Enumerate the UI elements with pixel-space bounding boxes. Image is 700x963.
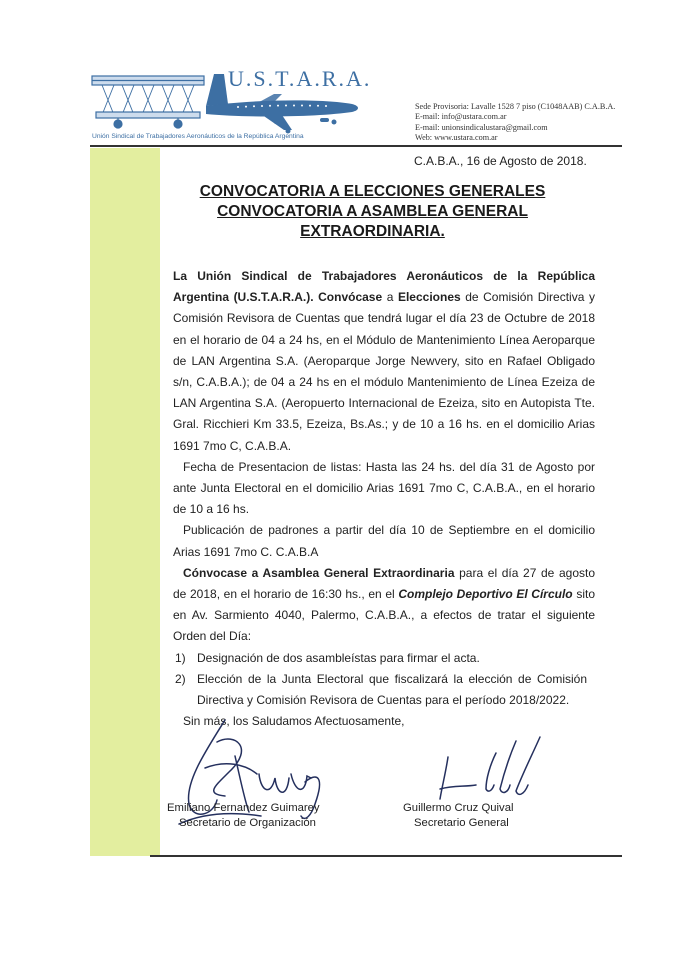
signature-right-scribble <box>420 735 550 810</box>
paragraph-asamblea <box>173 563 595 648</box>
agenda-text: Elección de la Junta Electoral que fiscalizará la elección de Comisión Directiva y Comisión Revisora de Cuentas para el período 2018/2022. <box>197 671 587 708</box>
signer-role: Secretario General <box>414 817 509 829</box>
agenda-number: 2) <box>175 671 186 686</box>
agenda-item-1 <box>173 648 595 669</box>
signer-name: Emiliano Fernandez Guimarey <box>167 802 320 814</box>
convocase-a: a <box>386 290 394 305</box>
letter-body <box>173 266 595 732</box>
logo-acronym: U.S.T.A.R.A. <box>228 66 372 91</box>
header-divider <box>90 145 622 147</box>
venue-name: Complejo Deportivo El Círculo <box>398 587 573 602</box>
contact-email-2: E-mail: unionsindicalustara@gmail.com <box>415 122 548 132</box>
date-line: C.A.B.A., 16 de Agosto de 2018. <box>414 154 587 168</box>
contact-address: Sede Provisoria: Lavalle 1528 7 piso (C1048AAB) C.A.B.A. <box>415 102 616 111</box>
signature-left <box>167 801 320 831</box>
title-line-3: EXTRAORDINARIA. <box>300 223 445 240</box>
asamblea-where: sito en Av. Sarmiento 4040, Palermo, C.A.B.A., a efectos de tratar el siguiente Orden del Día: <box>173 587 595 644</box>
signer-name: Guillermo Cruz Quival <box>403 802 514 814</box>
title-line-2: CONVOCATORIA A ASAMBLEA GENERAL <box>217 203 528 220</box>
green-margin-strip <box>90 148 160 856</box>
agenda-item-2 <box>173 669 595 711</box>
contact-web: Web: www.ustara.com.ar <box>415 132 498 142</box>
elecciones-bold: Elecciones <box>397 290 461 305</box>
convocase-bold: Convócase <box>318 290 383 305</box>
closing-line: Sin más, los Saludamos Afectuosamente, <box>183 714 405 729</box>
asamblea-bold: Cónvocase a Asamblea General Extraordinaria <box>183 565 455 580</box>
document-title <box>165 182 580 242</box>
contact-block <box>415 102 615 143</box>
title-line-1: CONVOCATORIA A ELECCIONES GENERALES <box>199 183 546 200</box>
paragraph-elecciones <box>173 266 595 457</box>
elecciones-details: de Comisión Directiva y Comisión Revisora de Cuentas que tendrá lugar el día 23 de Octubre de 2018 en el horario de 04 a 24 hs, en el Módulo de Mantenimiento Línea Aeroparque de LAN Argentina S.A. (Aeroparque Jorge Newvery, sito en Rafael Obligado s/n, C.A.B.A.); de 04 a 24 hs en el módulo Mantenimiento de Línea Ezeiza de LAN Argentina S.A. (Aeropuerto Internacional de Ezeiza, sito en Autopista Tte. Gral. Ricchieri Km 33.5, Ezeiza, Bs.As.; y de 10 a 16 hs. en el domicilio Arias 1691 7mo C, C.A.B.A. <box>173 290 595 453</box>
agenda-number: 1) <box>175 650 186 665</box>
paragraph-padrones: Publicación de padrones a partir del día 10 de Septiembre en el domicilio Arias 1691 7mo C. C.A.B.A <box>173 523 595 559</box>
logo-caption: Unión Sindical de Trabajadores Aeronáuticos de la República Argentina <box>92 133 304 140</box>
asamblea-when: para el día 27 de agosto de 2018, en el horario de 16:30 hs., en el <box>173 565 595 602</box>
agenda-text: Designación de dos asambleístas para firmar el acta. <box>197 650 480 665</box>
org-name-bold: La Unión Sindical de Trabajadores Aeronáuticos de la República Argentina (U.S.T.A.R.A.). <box>173 269 595 305</box>
signature-right <box>403 801 514 831</box>
footer-divider <box>150 855 622 857</box>
signer-role: Secretario de Organización <box>179 817 316 829</box>
paragraph-listas: Fecha de Presentacion de listas: Hasta las 24 hs. del día 31 de Agosto por ante Junta Electoral en el domicilio Arias 1691 7mo C, C.A.B.A., en el horario de 10 a 16 hs. <box>173 459 595 517</box>
contact-email-1: E-mail: info@ustara.com.ar <box>415 112 507 122</box>
biplane-icon <box>92 76 204 128</box>
